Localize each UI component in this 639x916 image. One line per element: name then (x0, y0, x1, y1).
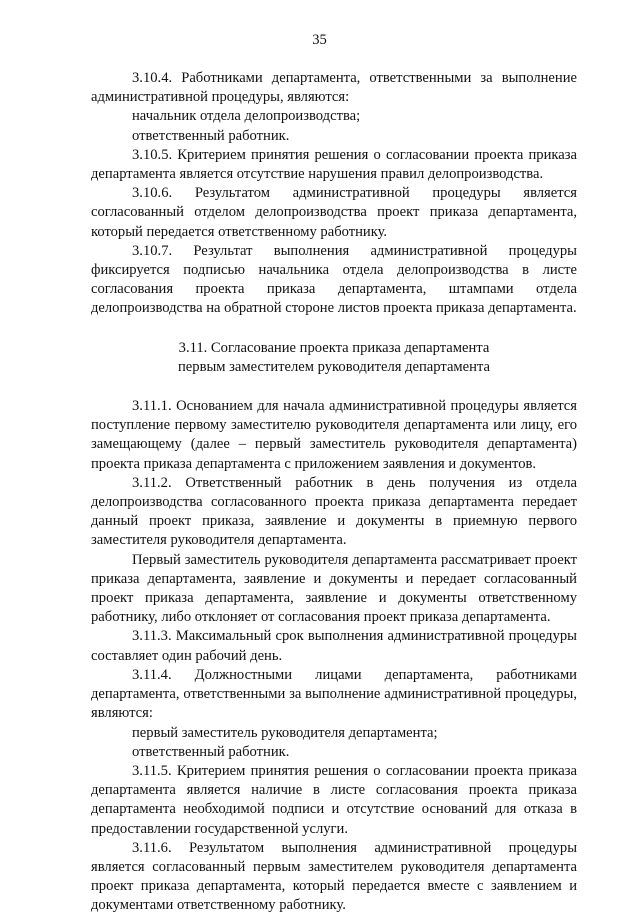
paragraph-3-11-2: 3.11.2. Ответственный работник в день получения из отдела делопроизводства согласованного проекта приказа департамента передает данный проект приказа, заявление и документы в приемную первого заместителя руководителя департамента. (91, 474, 577, 549)
paragraph-3-10-6: 3.10.6. Результатом административной процедуры является согласованный отделом делопроизводства проект приказа департамента, который передается ответственному работнику. (91, 185, 577, 240)
section-heading-3-11 (91, 339, 577, 377)
paragraph-3-11-3: 3.11.3. Максимальный срок выполнения административной процедуры составляет один рабочий день. (91, 628, 577, 664)
list-item: начальник отдела делопроизводства; (132, 108, 361, 125)
paragraph-first-deputy: Первый заместитель руководителя департамента рассматривает проект приказа департамента, заявление и документы и передает согласованный проект приказа департамента, заявление и документы ответственному работнику, либо отклоняет от согласования проект приказа департамента. (91, 551, 577, 626)
paragraph-3-11-4: 3.11.4. Должностными лицами департамента, работниками департамента, ответственными за выполнение административной процедуры, являются: (91, 666, 577, 722)
paragraph-3-10-7: 3.10.7. Результат выполнения административной процедуры фиксируется подписью начальника отдела делопроизводства в листе согласования проекта приказа департамента, штампами отдела делопроизводства на обратной стороне листов проекта приказа департамента. (91, 242, 577, 317)
list-item: первый заместитель руководителя департамента; (132, 724, 438, 741)
document-body (91, 69, 577, 916)
paragraph-3-11-6: 3.11.6. Результатом выполнения административной процедуры является согласованный первым заместителем руководителя департамента проект приказа департамента, который передается вместе с заявлением и документами ответственному работнику. (91, 839, 577, 914)
paragraph-3-10-5: 3.10.5. Критерием принятия решения о согласовании проекта приказа департамента является отсутствие нарушения правил делопроизводства. (91, 146, 577, 183)
paragraph-3-10-4: 3.10.4. Работниками департамента, ответственными за выполнение административной процедуры, являются: (91, 70, 577, 106)
section-heading-line: первым заместителем руководителя департамента (178, 358, 490, 375)
paragraph-3-11-1: 3.11.1. Основанием для начала административной процедуры является поступление первому заместителю руководителя департамента или лицу, его замещающему (далее – первый заместитель руководителя департамента) проекта приказа департамента с приложением заявления и документов. (91, 398, 577, 472)
paragraph-3-11-5: 3.11.5. Критерием принятия решения о согласовании проекта приказа департамента является наличие в листе согласования проекта приказа департамента необходимой подписи и отсутствие оснований для отказа в предоставлении государственной услуги. (91, 762, 577, 837)
list-item: ответственный работник. (132, 127, 290, 144)
page-number: 35 (312, 32, 327, 48)
list-item: ответственный работник. (132, 743, 290, 760)
section-heading-line: 3.11. Согласование проекта приказа департамента (178, 339, 490, 356)
